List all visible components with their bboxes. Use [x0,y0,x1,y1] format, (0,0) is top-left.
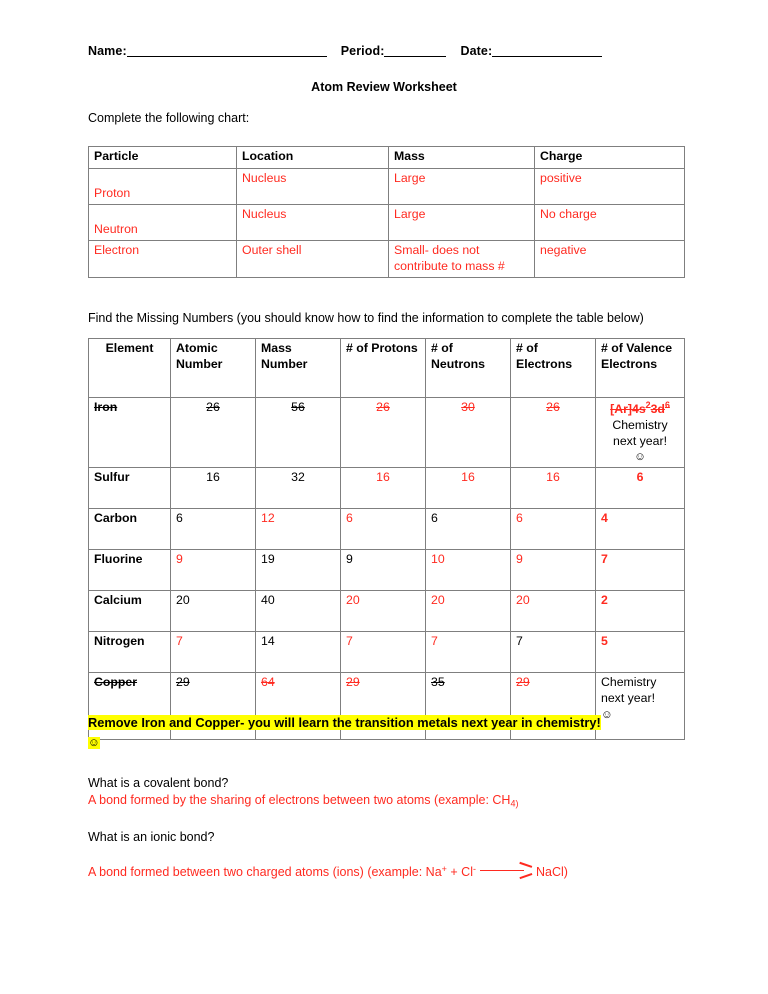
smiley-icon: ☺ [88,737,100,750]
cell-neutrons-iron: 30 [426,398,511,468]
table-row [89,550,685,591]
cell-electrons-calcium: 20 [511,591,596,632]
header-mass: Mass [389,147,535,169]
cell-mass-number-nitrogen: 14 [256,632,341,673]
cell-atomic-number-fluorine: 9 [171,550,256,591]
cell-location-proton: Nucleus [237,169,389,205]
instruction-missing-numbers: Find the Missing Numbers (you should know how to find the information to complete the table below) [88,311,644,325]
header-charge: Charge [535,147,685,169]
cell-atomic-number-copper: 29 [171,673,256,740]
cell-charge-neutron: No charge [535,205,685,241]
date-blank [492,56,602,57]
table-row [89,632,685,673]
cell-electrons-copper: 29 [511,673,596,740]
cell-atomic-number-iron: 26 [171,398,256,468]
cell-atomic-number-sulfur: 16 [171,468,256,509]
name-blank [127,56,327,57]
cell-valence-calcium: 2 [596,591,685,632]
name-label: Name: [88,44,127,58]
cell-charge-electron: negative [535,241,685,278]
cell-neutrons-nitrogen: 7 [426,632,511,673]
page-title: Atom Review Worksheet [311,80,457,94]
cell-neutrons-carbon: 6 [426,509,511,550]
question-covalent-bond: What is a covalent bond? [88,776,229,790]
cell-protons-nitrogen: 7 [341,632,426,673]
cell-element-copper: Copper [89,673,171,740]
period-blank [384,56,446,57]
cell-location-neutron: Nucleus [237,205,389,241]
answer-ionic-bond: A bond formed between two charged atoms (ions) (example: Na+ + Cl- NaCl) [88,864,568,879]
header-protons: # of Protons [341,339,426,398]
cell-protons-carbon: 6 [341,509,426,550]
table-row [89,591,685,632]
cell-element-nitrogen: Nitrogen [89,632,171,673]
answer-covalent-bond: A bond formed by the sharing of electrons between two atoms (example: $CH_{4)}$ [88,793,519,809]
cell-atomic-number-carbon: 6 [171,509,256,550]
cell-mass-number-iron: 56 [256,398,341,468]
valence-config-iron: $[Ar]4s^23d^6$ [610,400,670,417]
cell-valence-nitrogen: 5 [596,632,685,673]
cell-element-fluorine: Fluorine [89,550,171,591]
cell-location-electron: Outer shell [237,241,389,278]
cell-charge-proton: positive [535,169,685,205]
table-row [89,169,685,205]
cell-mass-number-sulfur: 32 [256,468,341,509]
cell-mass-number-copper: 64 [256,673,341,740]
valence-note-line2: next year! [613,433,667,448]
table-row [89,398,685,468]
particle-table [88,146,685,278]
cell-mass-neutron: Large [389,205,535,241]
cell-protons-calcium: 20 [341,591,426,632]
student-info-line [88,44,688,58]
smiley-icon: ☺ [601,709,613,721]
period-label: Period: [340,44,385,58]
cell-element-calcium: Calcium [89,591,171,632]
valence-note-line1: Chemistry [601,675,657,690]
cell-electrons-iron: 26 [511,398,596,468]
cell-neutrons-copper: 35 [426,673,511,740]
cell-protons-copper: 29 [341,673,426,740]
smiley-icon: ☺ [634,451,646,464]
header-location: Location [237,147,389,169]
table-row [89,205,685,241]
table-row [89,241,685,278]
cell-electrons-nitrogen: 7 [511,632,596,673]
cell-neutrons-sulfur: 16 [426,468,511,509]
cell-atomic-number-calcium: 20 [171,591,256,632]
cell-element-iron: Iron [89,398,171,468]
cell-protons-iron: 26 [341,398,426,468]
cell-electrons-sulfur: 16 [511,468,596,509]
valence-note-line1: Chemistry [612,417,668,432]
cell-element-sulfur: Sulfur [89,468,171,509]
cell-particle-proton: Proton [89,169,237,205]
cell-protons-fluorine: 9 [341,550,426,591]
cell-mass-number-fluorine: 19 [256,550,341,591]
cell-mass-number-carbon: 12 [256,509,341,550]
table-header-row [89,339,685,398]
cell-particle-electron: Electron [89,241,237,278]
table-row [89,468,685,509]
cell-atomic-number-nitrogen: 7 [171,632,256,673]
valence-note-line2: next year! [601,691,655,706]
cell-electrons-fluorine: 9 [511,550,596,591]
cell-valence-carbon: 4 [596,509,685,550]
cell-mass-proton: Large [389,169,535,205]
element-table [88,338,685,740]
cell-electrons-carbon: 6 [511,509,596,550]
header-valence-electrons: # of Valence Electrons [596,339,685,398]
cell-neutrons-fluorine: 10 [426,550,511,591]
remove-elements-banner [88,713,706,753]
header-element: Element [89,339,171,398]
header-atomic-number: Atomic Number [171,339,256,398]
header-mass-number: Mass Number [256,339,341,398]
reaction-arrow-icon [480,866,532,875]
cell-neutrons-calcium: 20 [426,591,511,632]
cell-valence-fluorine: 7 [596,550,685,591]
cell-valence-sulfur: 6 [596,468,685,509]
cell-element-carbon: Carbon [89,509,171,550]
date-label: Date: [460,44,493,58]
header-particle: Particle [89,147,237,169]
cell-mass-electron: Small- does not contribute to mass # [389,241,535,278]
question-ionic-bond: What is an ionic bond? [88,830,215,844]
header-electrons: # of Electrons [511,339,596,398]
cell-protons-sulfur: 16 [341,468,426,509]
instruction-complete-chart: Complete the following chart: [88,111,250,125]
header-neutrons: # of Neutrons [426,339,511,398]
cell-particle-neutron: Neutron [89,205,237,241]
table-row [89,509,685,550]
table-header-row [89,147,685,169]
banner-text: Remove Iron and Copper- you will learn the transition metals next year in chemistry! [88,715,601,730]
cell-mass-number-calcium: 40 [256,591,341,632]
cell-valence-iron [596,398,685,468]
